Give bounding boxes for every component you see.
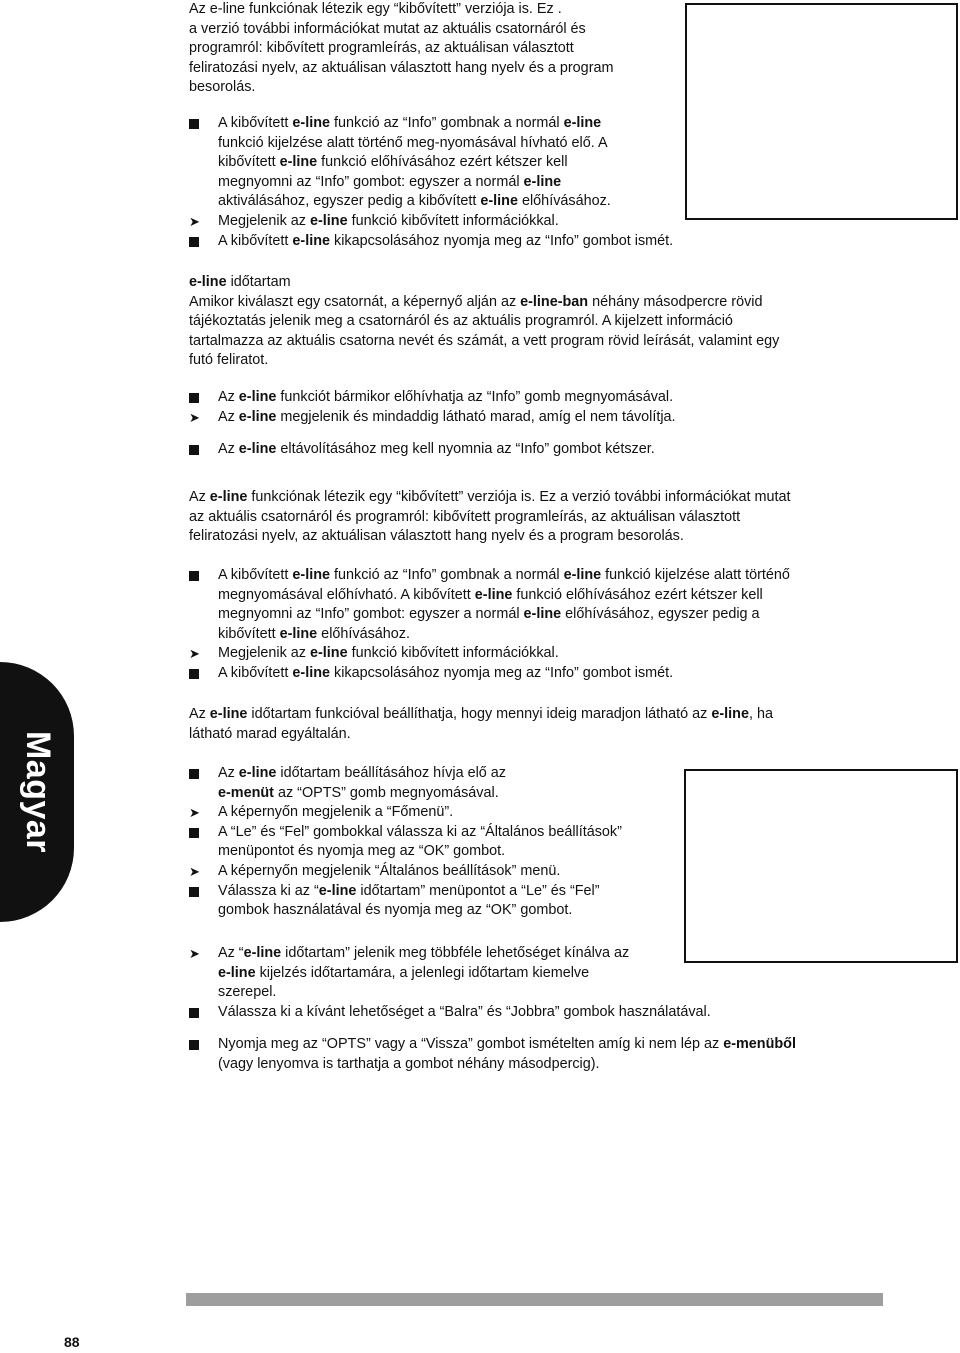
arrow-bullet-icon: ➤ — [189, 409, 200, 425]
list-item: A “Le” és “Fel” gombokkal válassza ki az “Általános beállítások” menüpontot és nyomja meg az “OK” gombot. — [189, 823, 622, 862]
intro-line-5: besorolás. — [189, 79, 256, 96]
language-tab-label: Magyar — [18, 730, 57, 854]
list-item: A kibővített e-line kikapcsolásához nyomja meg az “Info” gombot ismét. — [189, 664, 889, 684]
arrow-bullet-icon: ➤ — [189, 946, 200, 961]
language-section-tab — [0, 662, 74, 922]
arrow-bullet-icon: ➤ — [189, 213, 200, 229]
square-bullet-icon — [189, 823, 199, 845]
list-item: Nyomja meg az “OPTS” vagy a “Vissza” gombot ismételten amíg ki nem lép az e-menüből (vagy lenyomva is tarthatja a gombot néhány másodpercig). — [189, 1035, 796, 1074]
list-item: ➤ A képernyőn megjelenik a “Főmenü”. — [189, 803, 622, 823]
extended-version-paragraph: Az e-line funkciónak létezik egy “kibővített” verziója is. Ez a verzió további információkat mutat az aktuális csatornáról és programról: kibővített programleírás, az aktuálisan választott feliratozási nyelv, az aktuálisan választott hang nyelv és a program besorolás. — [189, 489, 791, 545]
intro-line-4: feliratozási nyelv, az aktuálisan választott hang nyelv és a program — [189, 59, 614, 76]
list-item: Az e-line időtartam beállításához hívja elő az e-menüt az “OPTS” gomb megnyomásával. — [189, 764, 622, 803]
square-bullet-icon — [189, 566, 199, 588]
square-bullet-icon — [189, 114, 199, 136]
duration-section: e-line időtartam Amikor kiválaszt egy csatornát, a képernyő alján az e-line-ban néhány másodpercre rövid tájékoztatás jelenik meg a csatornáról és az aktuális programról. A kijelzett információ tartalmazza az aktuális csatorna nevét és számát, a vett program rövid leírását, valamint egy futó feliratot. — [189, 273, 869, 371]
intro-paragraph — [189, 0, 613, 98]
square-bullet-icon — [189, 440, 199, 462]
list-item: Válassza ki a kívánt lehetőséget a “Balra” és “Jobbra” gombok használatával. — [189, 1003, 796, 1023]
arrow-bullet-icon: ➤ — [189, 646, 200, 662]
extended-eline-list — [189, 114, 673, 251]
extended-eline-list-2 — [189, 566, 889, 684]
square-bullet-icon — [189, 882, 199, 904]
duration-steps-list — [189, 764, 622, 921]
screenshot-placeholder-top — [685, 3, 958, 220]
eline-basic-list — [189, 388, 676, 460]
square-bullet-icon — [189, 1003, 199, 1025]
list-item: ➤ Az “e-line időtartam” jelenik meg többféle lehetőséget kínálva az e-line kijelzés időtartamára, a jelenlegi időtartam kiemelve szerepel. — [189, 945, 630, 1001]
list-item: A kibővített e-line funkció az “Info” gombnak a normál e-line funkció kijelzése alatt történő megnyomásával előhívható. A kibővített e-line funkció előhívásához ezért kétszer kell megnyomni az “Info” gombot: egyszer a normál e-line előhívásához, egyszer pedig a kibővített e-line előhívásához. — [189, 566, 889, 644]
intro-line-2: a verzió további információkat mutat az aktuális csatornáról és — [189, 20, 586, 37]
screenshot-placeholder-bottom — [684, 769, 958, 963]
duration-setting-paragraph: Az e-line időtartam funkcióval beállíthatja, hogy mennyi ideig maradjon látható az e-line, ha látható marad egyáltalán. — [189, 706, 773, 742]
square-bullet-icon — [189, 232, 199, 254]
list-item: ➤ Megjelenik az e-line funkció kibővített információkkal. — [189, 644, 889, 664]
intro-line-3: programról: kibővített programleírás, az aktuálisan választott — [189, 40, 574, 57]
list-item: ➤ A képernyőn megjelenik “Általános beállítások” menü. — [189, 862, 622, 882]
list-item: Az e-line funkciót bármikor előhívhatja az “Info” gomb megnyomásával. — [189, 388, 676, 408]
intro-line-1: Az e-line funkciónak létezik egy “kibővített” verziója is. Ez . — [189, 1, 562, 17]
list-item: A kibővített e-line funkció az “Info” gombnak a normál e-line funkció kijelzése alatt történő meg-nyomásával hívható elő. A kibővített e-line funkció előhívásához ezért kétszer kell megnyomni az “Info” gombot: egyszer a normál e-line aktiválásához, egyszer pedig a kibővített e-line előhívásához. — [189, 114, 673, 212]
square-bullet-icon — [189, 664, 199, 686]
page-number: 88 — [64, 1334, 80, 1350]
list-item: A kibővített e-line kikapcsolásához nyomja meg az “Info” gombot ismét. — [189, 232, 673, 252]
list-item: Válassza ki az “e-line időtartam” menüpontot a “Le” és “Fel” gombok használatával és nyomja meg az “OK” gombot. — [189, 882, 622, 921]
list-item: Az e-line eltávolításához meg kell nyomnia az “Info” gombot kétszer. — [189, 440, 676, 460]
square-bullet-icon — [189, 388, 199, 410]
arrow-bullet-icon: ➤ — [189, 863, 200, 879]
list-item: ➤ Megjelenik az e-line funkció kibővített információkkal. — [189, 212, 673, 232]
arrow-bullet-icon: ➤ — [189, 805, 200, 821]
footer-rule — [186, 1293, 883, 1306]
duration-options-list — [189, 944, 796, 1075]
square-bullet-icon — [189, 764, 199, 786]
list-item: ➤ Az e-line megjelenik és mindaddig látható marad, amíg el nem távolítja. — [189, 408, 676, 428]
section-heading: e-line időtartam — [189, 274, 291, 290]
square-bullet-icon — [189, 1035, 199, 1057]
